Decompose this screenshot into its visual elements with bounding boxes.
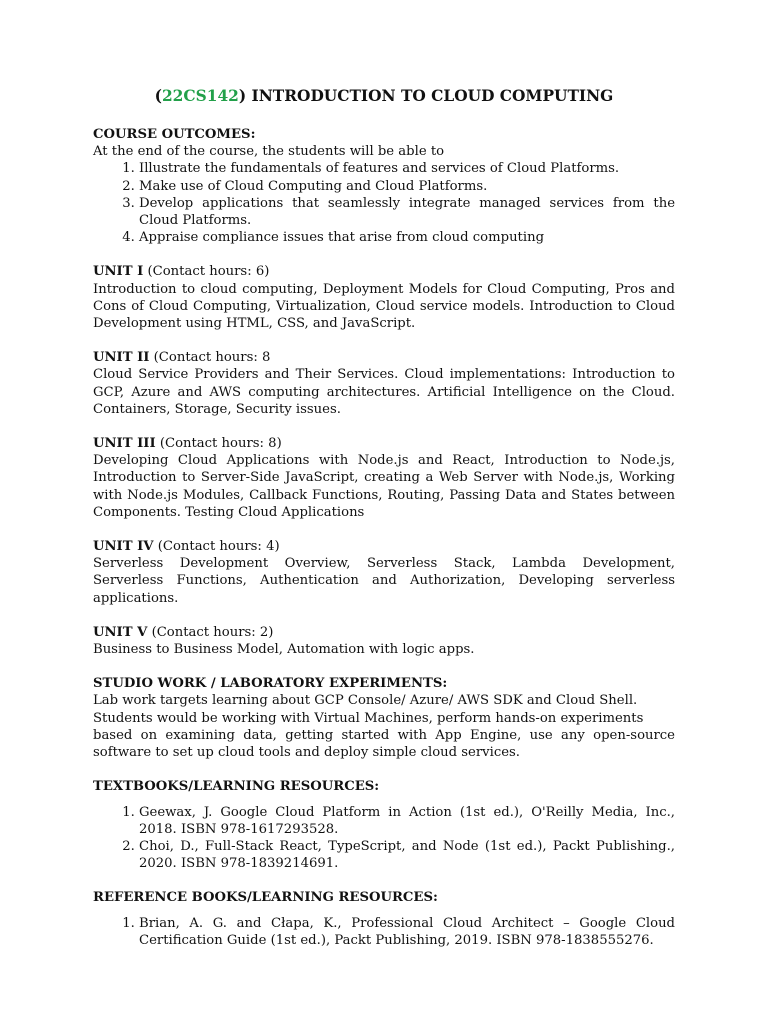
studio-work-section <box>93 675 675 761</box>
textbooks-list <box>93 804 675 873</box>
unit-hours: (Contact hours: 8 <box>149 350 271 366</box>
outcome-item: 4. Appraise compliance issues that arise from cloud computing <box>139 229 675 246</box>
course-code: 22CS142 <box>161 87 239 105</box>
reference-item: 1. Brian, A. G. and Cłapa, K., Professional Cloud Architect – Google Cloud Certification Guide (1st ed.), Packt Publishing, 2019. ISBN 978-1838555276. <box>139 915 675 949</box>
unit-1-section <box>93 263 675 332</box>
unit-description: Business to Business Model, Automation with logic apps. <box>93 642 475 658</box>
unit-description: Developing Cloud Applications with Node.js and React, Introduction to Node.js, Introduction to Server-Side JavaScript, creating a Web Server with Node.js, Working with Node.js Modules, Callback Functions, Routing, Passing Data and States between Components. Testing Cloud Applications <box>93 453 675 520</box>
textbooks-heading: TEXTBOOKS/LEARNING RESOURCES: <box>93 779 380 795</box>
unit-label: UNIT V <box>93 624 148 640</box>
references-heading: REFERENCE BOOKS/LEARNING RESOURCES: <box>93 890 438 906</box>
references-section <box>93 889 675 949</box>
unit-2-section <box>93 349 675 418</box>
unit-5-section <box>93 624 675 658</box>
outcome-item: 3. Develop applications that seamlessly integrate managed services from the Cloud Platforms. <box>139 195 675 229</box>
unit-description: Cloud Service Providers and Their Services. Cloud implementations: Introduction to GCP, Azure and AWS computing architectures. Artificial Intelligence on the Cloud. Containers, Storage, Security issues. <box>93 367 675 417</box>
unit-description: Serverless Development Overview, Serverless Stack, Lambda Development, Serverless Functions, Authentication and Authorization, Developing serverless applications. <box>93 556 675 606</box>
unit-label: UNIT I <box>93 264 144 280</box>
course-outcomes-heading: COURSE OUTCOMES: <box>93 127 256 142</box>
outcome-item: 2. Make use of Cloud Computing and Cloud Platforms. <box>139 178 675 195</box>
title-open-paren: ( <box>154 87 162 105</box>
unit-label: UNIT IV <box>93 539 154 555</box>
textbook-item: 1. Geewax, J. Google Cloud Platform in Action (1st ed.), O'Reilly Media, Inc., 2018. ISBN 978-1617293528. <box>139 804 675 838</box>
unit-description: Introduction to cloud computing, Deployment Models for Cloud Computing, Pros and Cons of Cloud Computing, Virtualization, Cloud service models. Introduction to Cloud Development using HTML, CSS, and JavaScript. <box>93 281 675 332</box>
unit-hours: (Contact hours: 6) <box>143 264 270 280</box>
course-outcomes-intro: At the end of the course, the students will be able to <box>93 144 445 160</box>
unit-hours: (Contact hours: 4) <box>153 539 280 555</box>
unit-3-section <box>93 435 675 521</box>
studio-work-line: based on examining data, getting started with App Engine, use any open-source software to set up cloud tools and deploy simple cloud services. <box>93 727 675 761</box>
unit-label: UNIT III <box>93 436 156 452</box>
studio-work-line: Lab work targets learning about GCP Console/ Azure/ AWS SDK and Cloud Shell. <box>93 693 638 709</box>
page-title <box>93 86 675 106</box>
textbooks-section <box>93 778 675 872</box>
unit-hours: (Contact hours: 8) <box>155 436 282 452</box>
unit-label: UNIT II <box>93 350 150 366</box>
title-text: ) INTRODUCTION TO CLOUD COMPUTING <box>238 87 614 105</box>
course-outcomes-section <box>93 126 675 246</box>
textbook-item: 2. Choi, D., Full-Stack React, TypeScript, and Node (1st ed.), Packt Publishing., 2020. ISBN 978-1839214691. <box>139 838 675 872</box>
references-list <box>93 915 675 949</box>
course-outcomes-list <box>93 160 675 246</box>
unit-hours: (Contact hours: 2) <box>147 624 274 640</box>
studio-work-heading: STUDIO WORK / LABORATORY EXPERIMENTS: <box>93 676 448 692</box>
studio-work-line: Students would be working with Virtual Machines, perform hands-on experiments <box>93 710 644 726</box>
unit-4-section <box>93 538 675 607</box>
outcome-item: 1. Illustrate the fundamentals of features and services of Cloud Platforms. <box>139 160 675 177</box>
